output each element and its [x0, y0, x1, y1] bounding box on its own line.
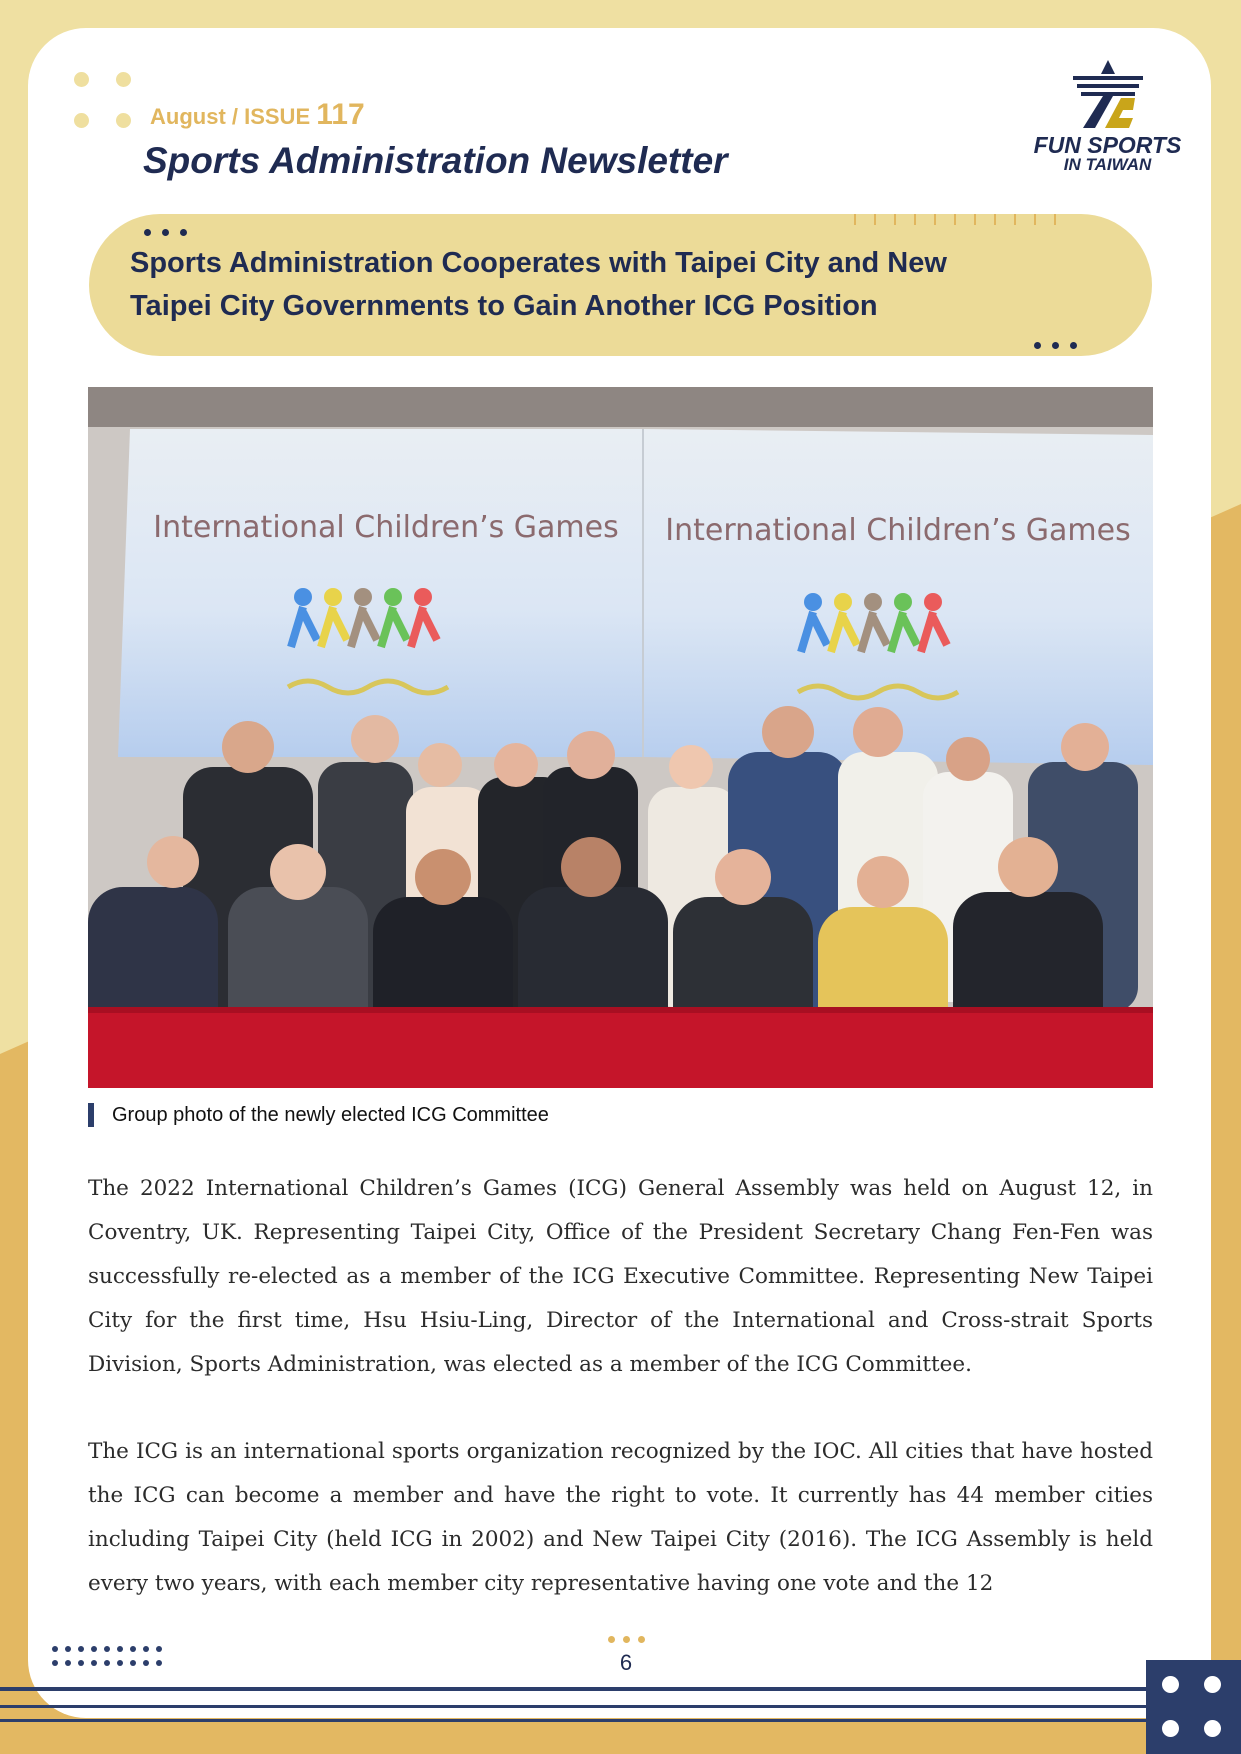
issue-number: 117: [316, 98, 365, 131]
newsletter-title: Sports Administration Newsletter: [143, 140, 728, 181]
article-paragraph-1: The 2022 International Children’s Games (ICG) General Assembly was held on August 12, in Coventry, UK. Representing Taipei City, Office of the President Secretary Chang Fen-Fen was successfully re-elected as a member of the ICG Executive Committee. Representing New Taipei City for the first time, Hsu Hsiu-Ling, Director of the International and Cross-strait Sports Division, Sports Administration, was elected as a member of the ICG Committee.: [88, 1176, 1153, 1377]
decorative-dots-bottom-left: [52, 1646, 170, 1666]
fun-sports-logo: [1030, 58, 1185, 178]
footer-line-2: [0, 1705, 1146, 1708]
issue-label: [150, 98, 365, 132]
logo-text-fun-sports: FUN SPORTS: [1033, 132, 1182, 158]
photo-caption: Group photo of the newly elected ICG Committee: [88, 1103, 549, 1127]
article-paragraph-2: The ICG is an international sports organization recognized by the IOC. All cities that have hosted the ICG can become a member and have the right to vote. It currently has 44 member cities including Taipei City (held ICG in 2002) and New Taipei City (2016). The ICG Assembly is held every two years, with each member city representative having one vote and the 12: [88, 1439, 1153, 1596]
star-runner-icon: [1063, 58, 1153, 130]
banner-dot: [162, 229, 169, 236]
decorative-dots-box-bottom-right: [1146, 1660, 1241, 1754]
article-title-line-2: Taipei City Governments to Gain Another ICG Position: [130, 290, 878, 322]
logo-text-in-taiwan: IN TAIWAN: [1063, 155, 1152, 174]
article-title-line-1: Sports Administration Cooperates with Taipei City and New: [130, 247, 947, 279]
banner-dot: [1052, 342, 1059, 349]
banner-dot: [1070, 342, 1077, 349]
footer-line-1: [0, 1687, 1146, 1691]
banner-dot: [1034, 342, 1041, 349]
screen-text-right: International Children’s Games: [665, 513, 1131, 548]
footer-line-3: [0, 1719, 1146, 1722]
page-number: 6: [619, 1650, 633, 1675]
article-title: [130, 242, 1060, 328]
red-tablecloth: [88, 1007, 1153, 1088]
group-photo: [88, 387, 1153, 1088]
month-issue-text: August / ISSUE: [150, 104, 311, 129]
screen-text-left: International Children’s Games: [153, 510, 619, 545]
article-title-banner: [89, 214, 1152, 356]
banner-dot: [180, 229, 187, 236]
banner-dot: [144, 229, 151, 236]
